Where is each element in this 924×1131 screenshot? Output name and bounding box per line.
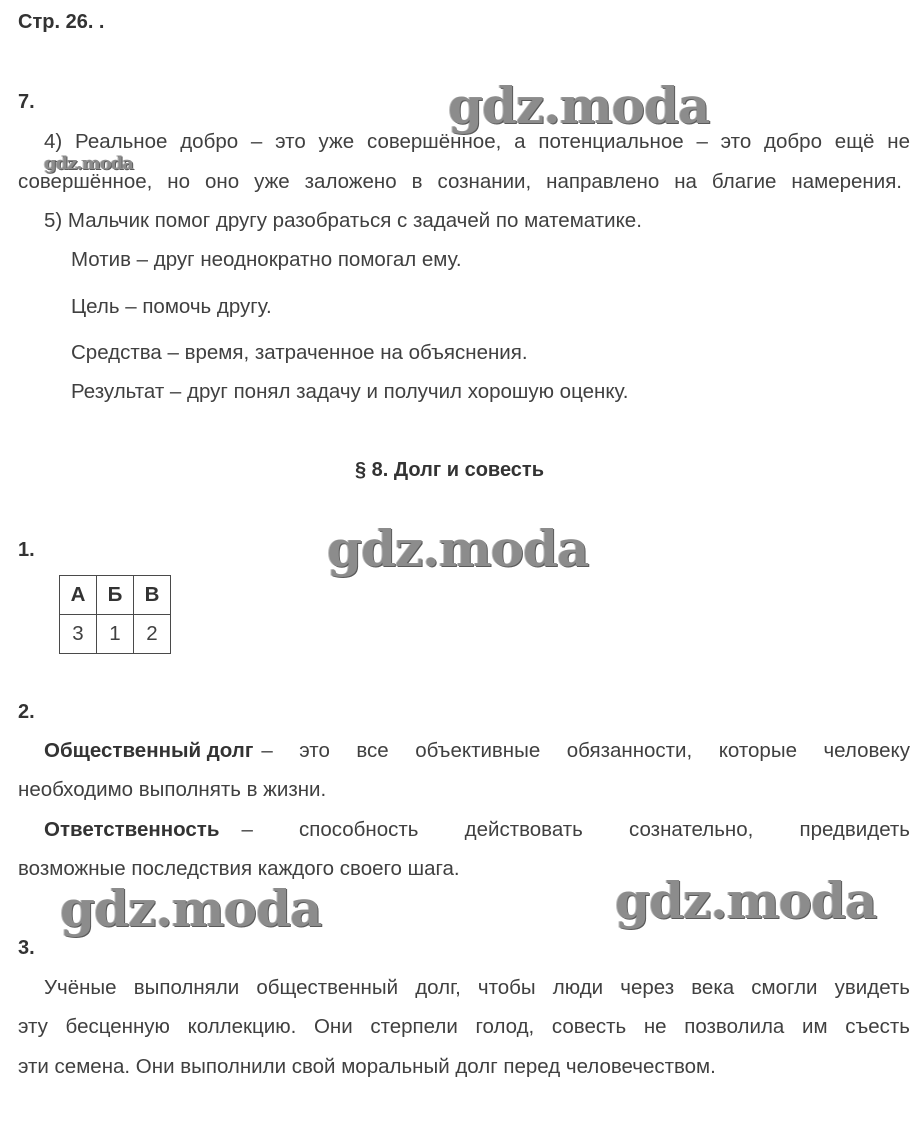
- q3-line3: эти семена. Они выполнили свой моральный долг перед человечеством.: [18, 1055, 716, 1078]
- watermark-logo-small: gdz.moda: [44, 153, 133, 174]
- q7-result: Результат – друг понял задачу и получил хорошую оценку.: [71, 380, 629, 403]
- answer-table-value-row: [60, 615, 171, 654]
- watermark-logo: gdz.moda: [327, 519, 589, 578]
- page-reference: Стр. 26. .: [18, 11, 105, 33]
- q7-item4-line1: 4) Реальное добро – это уже совершённое, а потенциальное – это добро ещё не: [44, 130, 910, 153]
- table-value-cell: 1: [97, 615, 134, 654]
- watermark-logo: gdz.moda: [60, 879, 322, 938]
- q2-definition1-line1: [44, 739, 910, 763]
- table-header-cell: Б: [97, 576, 134, 615]
- table-value-cell: 3: [60, 615, 97, 654]
- question-2-number: 2.: [18, 701, 35, 723]
- q7-goal: Цель – помочь другу.: [71, 295, 272, 318]
- q7-item5: 5) Мальчик помог другу разобраться с задачей по математике.: [44, 209, 642, 232]
- q2-definition2-line2: возможные последствия каждого своего шага.: [18, 857, 460, 880]
- section-title: § 8. Долг и совесть: [355, 459, 545, 481]
- table-header-cell: А: [60, 576, 97, 615]
- q7-item4-line2: совершённое, но оно уже заложено в сознании, направлено на благие намерения.: [18, 170, 902, 193]
- answer-table-header-row: [60, 576, 171, 615]
- question-1-number: 1.: [18, 539, 35, 561]
- watermark-logo: gdz.moda: [448, 76, 710, 135]
- table-header-cell: В: [134, 576, 171, 615]
- q7-motive: Мотив – друг неоднократно помогал ему.: [71, 248, 462, 271]
- q2-definition1-line2: необходимо выполнять в жизни.: [18, 778, 327, 801]
- q3-line2: эту бесценную коллекцию. Они стерпели голод, совесть не позволила им съесть: [18, 1015, 910, 1038]
- q2-def2-text: – способность действовать сознательно, предвидеть: [241, 818, 910, 841]
- q2-def1-text: – это все объективные обязанности, которые человеку: [261, 739, 910, 762]
- q2-definition2-line1: [44, 818, 910, 842]
- term-responsibility: Ответственность: [44, 818, 220, 841]
- watermark-logo: gdz.moda: [615, 871, 877, 930]
- question-3-number: 3.: [18, 937, 35, 959]
- term-social-duty: Общественный долг: [44, 739, 254, 762]
- q3-line1: Учёные выполняли общественный долг, чтобы люди через века смогли увидеть: [44, 976, 910, 999]
- question-7-number: 7.: [18, 91, 35, 113]
- table-value-cell: 2: [134, 615, 171, 654]
- answer-table: [59, 575, 171, 654]
- q7-means: Средства – время, затраченное на объяснения.: [71, 341, 528, 364]
